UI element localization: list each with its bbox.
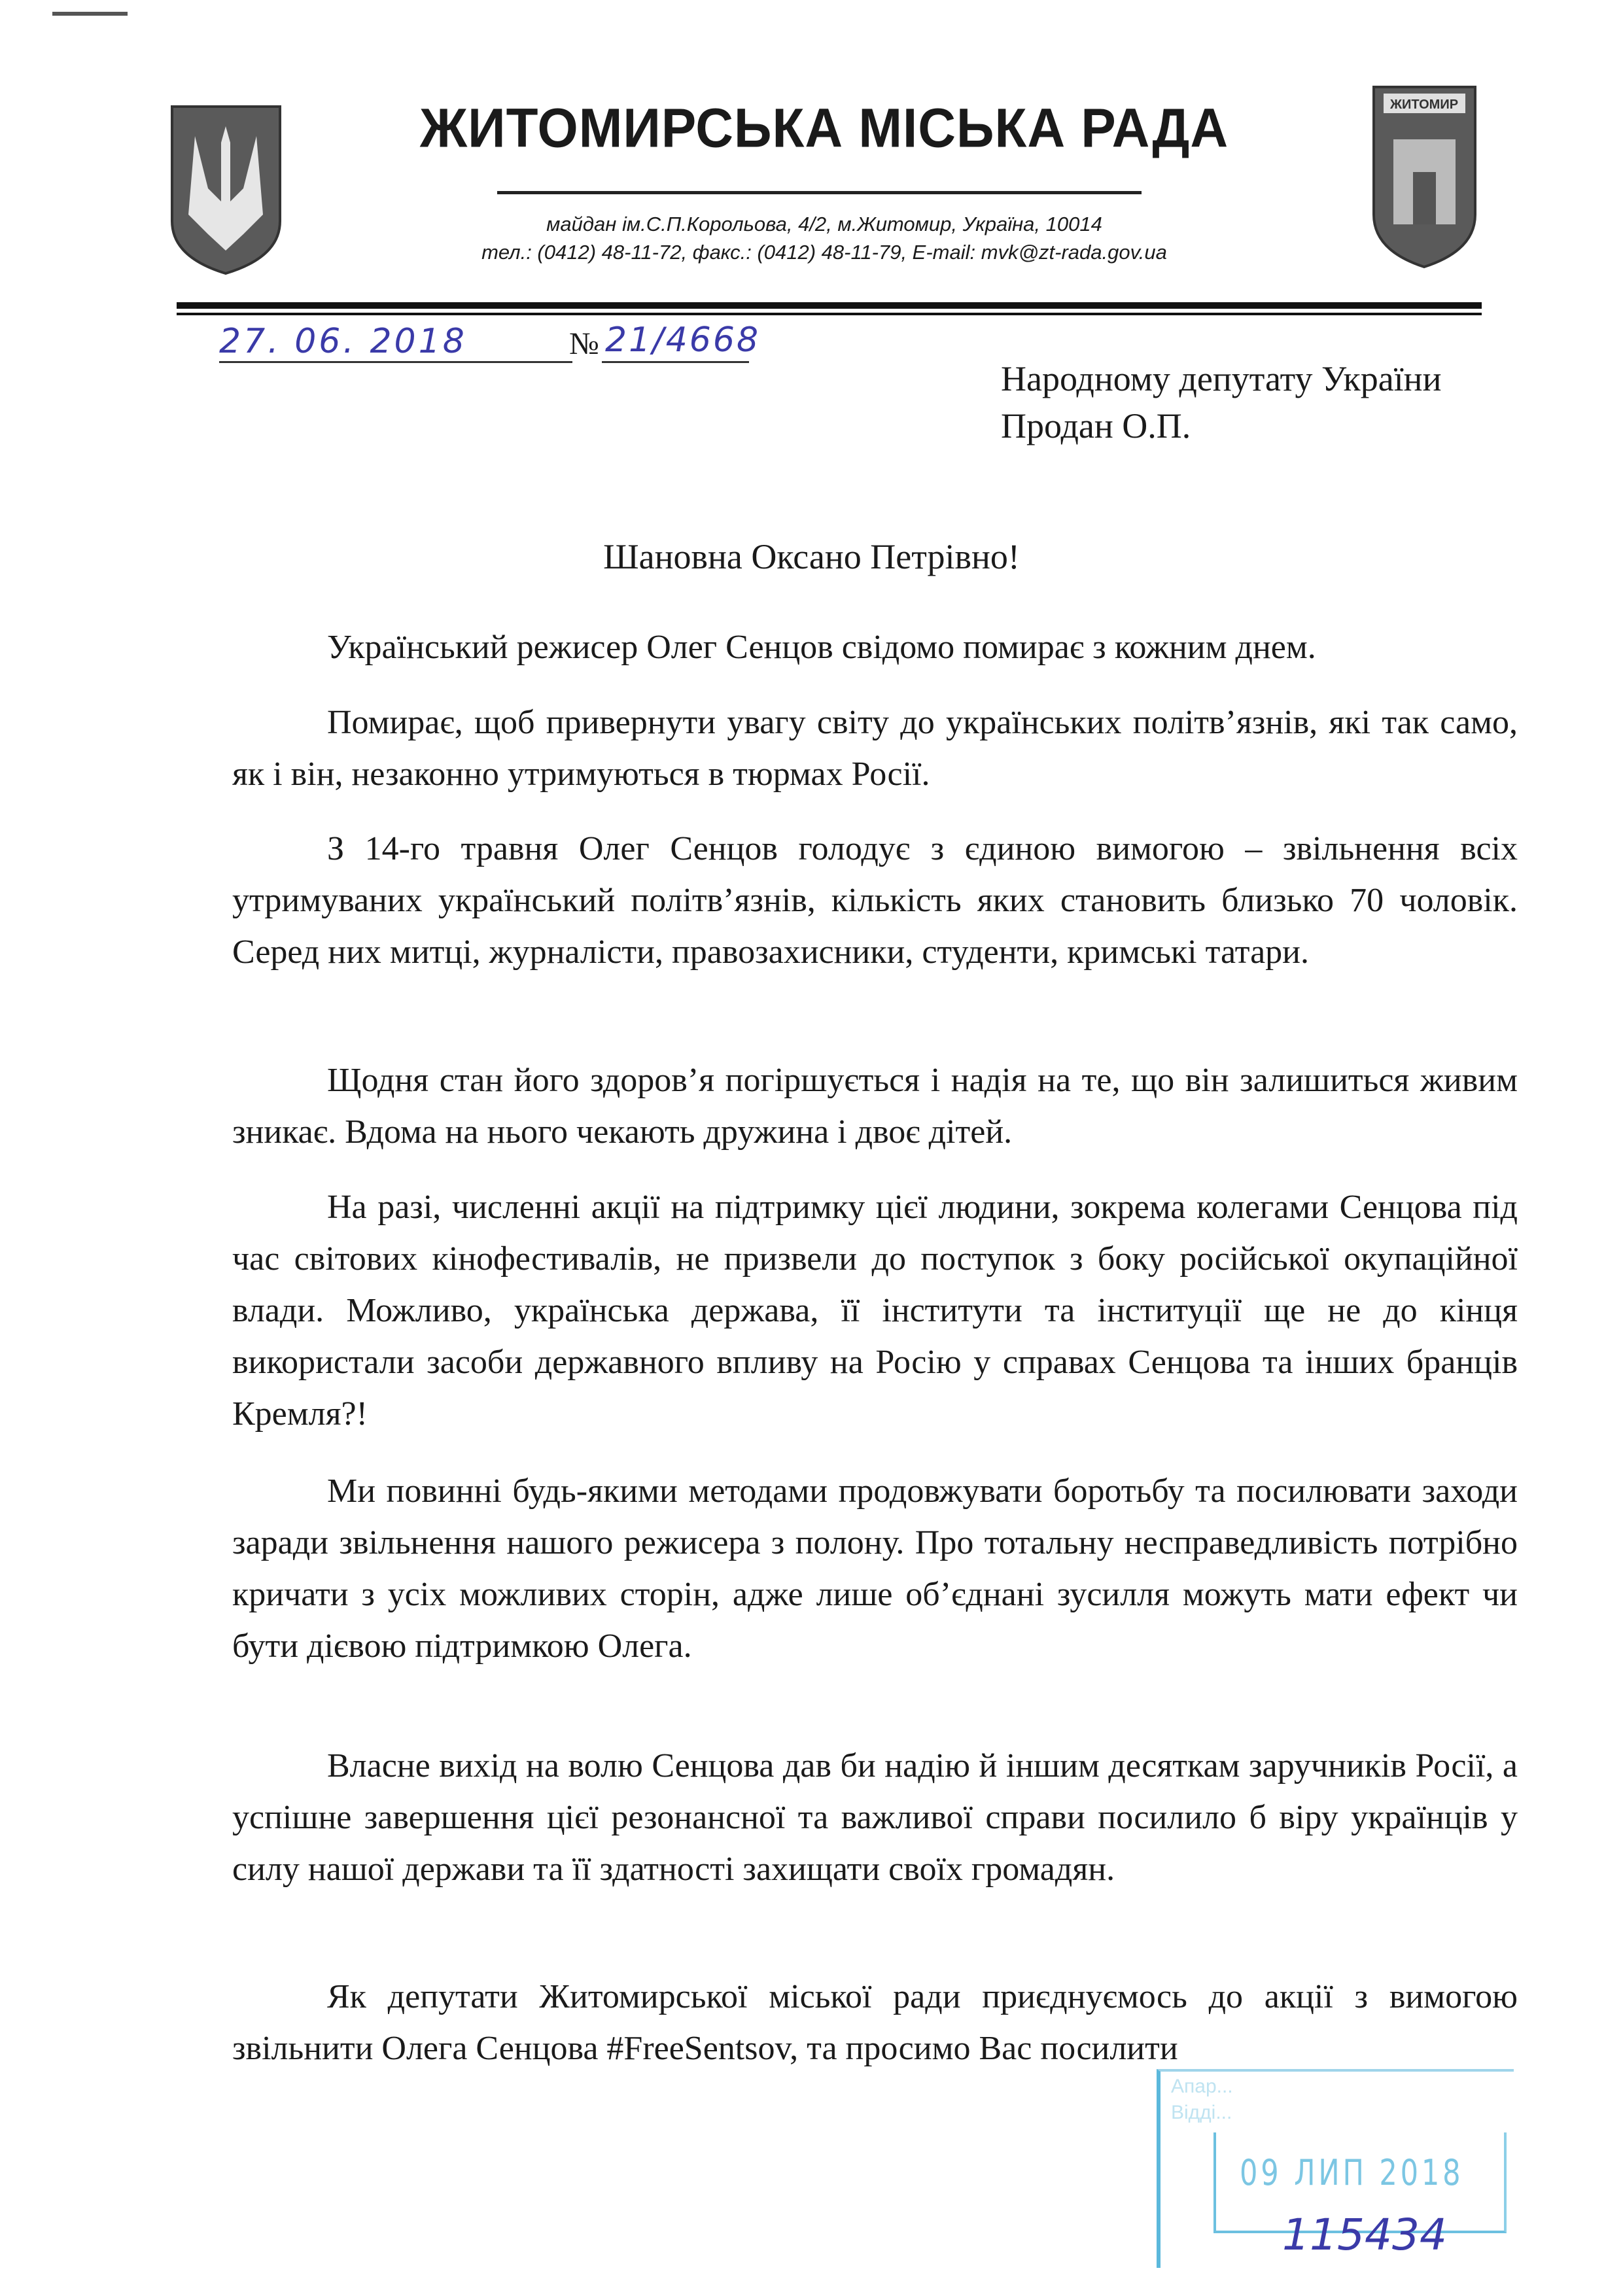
- city-emblem-text: ЖИТОМИР: [1389, 97, 1459, 112]
- paragraph: Як депутати Житомирської міської ради приєднуємось до акції з вимогою звільнити Олега Сенцова #FreeSentsov, та просимо Вас посилити: [232, 1978, 1518, 2067]
- stamp-date: 09 ЛИП 2018: [1240, 2152, 1464, 2193]
- stamp-organization: [1171, 2074, 1233, 2126]
- number-sign: №: [569, 326, 599, 361]
- paragraph: Український режисер Олег Сенцов свідомо помирає з кожним днем.: [327, 629, 1316, 666]
- scan-mark: [52, 12, 128, 16]
- paragraph: Ми повинні будь-якими методами продовжувати боротьбу та посилювати заходи заради звільнення нашого режисера з полону. Про тотальну несправедливість потрібно кричати з усіх можливих сторін, адже лише об’єднані зусилля можуть мати ефект чи бути дієвою підтримкою Олега.: [232, 1472, 1518, 1665]
- paragraph: Помирає, щоб привернути увагу світу до українських політв’язнів, які так само, як і він, незаконно утримуються в тюрмах Росії.: [232, 704, 1518, 793]
- outgoing-date: 27. 06. 2018: [219, 322, 467, 361]
- council-title: ЖИТОМИРСЬКА МІСЬКА РАДА: [419, 97, 1229, 159]
- council-contacts: тел.: (0412) 48-11-72, факс.: (0412) 48-11-79, E-mail: mvk@zt-rada.gov.ua: [481, 241, 1167, 264]
- paragraph: На разі, численні акції на підтримку цієї людини, зокрема колегами Сенцова під час світових кінофестивалів, не призвели до поступок з боку російської окупаційної влади. Можливо, українська держава, її інститути та інституції ще не до кінця використали засоби державного впливу на Росію у справах Сенцова та інших бранців Кремля?!: [232, 1189, 1518, 1433]
- letterhead-rule-thick: [177, 302, 1482, 309]
- greeting: Шановна Оксано Петрівно!: [603, 537, 1020, 576]
- letterhead-rule-thin: [177, 313, 1482, 315]
- stamp-org-line1: Апар...: [1171, 2076, 1233, 2097]
- outgoing-number: 21/4668: [605, 321, 761, 360]
- paragraph: Щодня стан його здоров’я погіршується і надія на те, що він залишиться живим зникає. Вдома на нього чекають дружина і двоє дітей.: [232, 1062, 1518, 1151]
- paragraph: Власне вихід на волю Сенцова дав би надію й іншим десяткам заручників Росії, а успішне завершення цієї резонансної та важливої справи посилило б віру українців у силу нашої держави та її здатності захищати своїх громадян.: [232, 1747, 1518, 1888]
- addressee-name: Продан О.П.: [1001, 406, 1191, 445]
- paragraph: З 14-го травня Олег Сенцов голодує з єдиною вимогою – звільнення всіх утримуваних український політв’язнів, кількість яких становить близько 70 чоловік. Серед них митці, журналісти, правозахисники, студенти, кримські татари.: [232, 830, 1518, 971]
- number-underline: [602, 361, 749, 363]
- title-divider: [497, 191, 1142, 194]
- stamp-org-line2: Відді...: [1171, 2102, 1232, 2123]
- council-address: майдан ім.С.П.Корольова, 4/2, м.Житомир, Україна, 10014: [546, 213, 1102, 235]
- addressee-title: Народному депутату України: [1001, 359, 1442, 398]
- stamp-incoming-number: 115434: [1282, 2210, 1447, 2260]
- date-underline: [219, 361, 572, 363]
